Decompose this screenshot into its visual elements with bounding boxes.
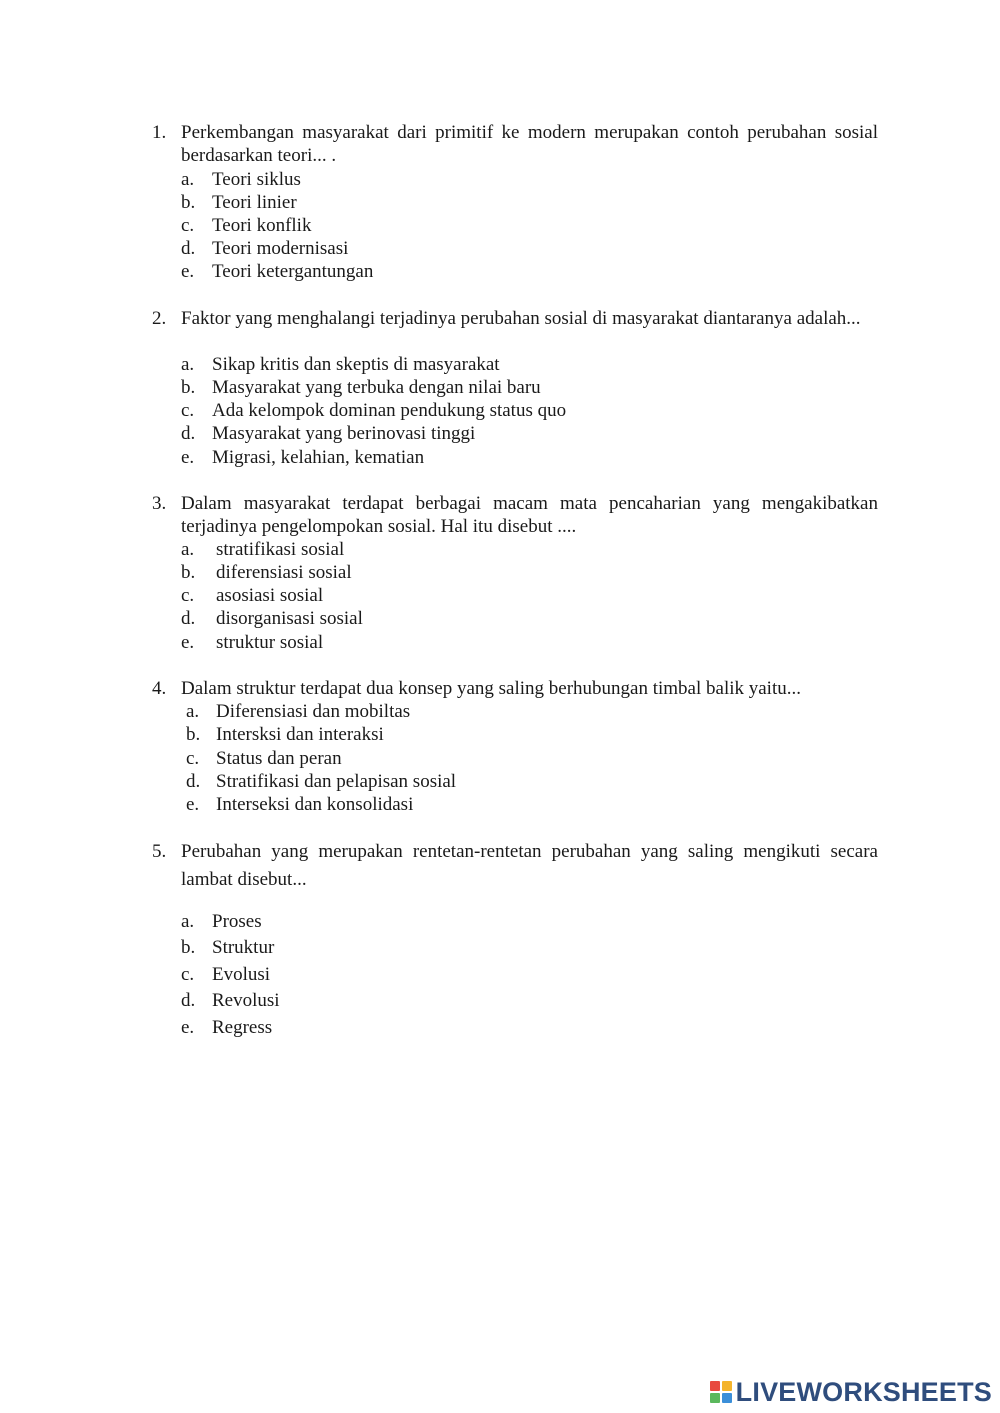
- question-number: 3.: [152, 493, 167, 514]
- question-text: Dalam masyarakat terdapat berbagai macam mata pencaharian yang mengakibatkan terjadinya pengelompokan sosial. Hal itu disebut ....: [181, 493, 878, 537]
- logo-tile-red: [710, 1381, 720, 1391]
- question-number: 5.: [152, 841, 167, 862]
- logo-text: LIVEWORKSHEETS: [735, 1377, 992, 1407]
- question-text-line-1: Perubahan yang merupakan rentetan-rentetan perubahan yang saling mengikuti secara: [181, 841, 878, 862]
- question-number: 1.: [152, 122, 167, 143]
- question-text: Faktor yang menghalangi terjadinya perubahan sosial di masyarakat diantaranya adalah...: [181, 308, 861, 329]
- question-number: 4.: [152, 678, 167, 699]
- question-number: 2.: [152, 308, 167, 329]
- liveworksheets-mark-icon: [710, 1381, 732, 1403]
- question-text-line-2: lambat disebut...: [181, 869, 307, 890]
- liveworksheets-logo: [710, 1379, 992, 1405]
- question-text: Perkembangan masyarakat dari primitif ke modern merupakan contoh perubahan sosial berdasarkan teori... .: [181, 122, 878, 166]
- logo-tile-green: [710, 1393, 720, 1403]
- logo-tile-yellow: [722, 1381, 732, 1391]
- question-text: Dalam struktur terdapat dua konsep yang saling berhubungan timbal balik yaitu...: [181, 678, 801, 699]
- logo-tile-blue: [722, 1393, 732, 1403]
